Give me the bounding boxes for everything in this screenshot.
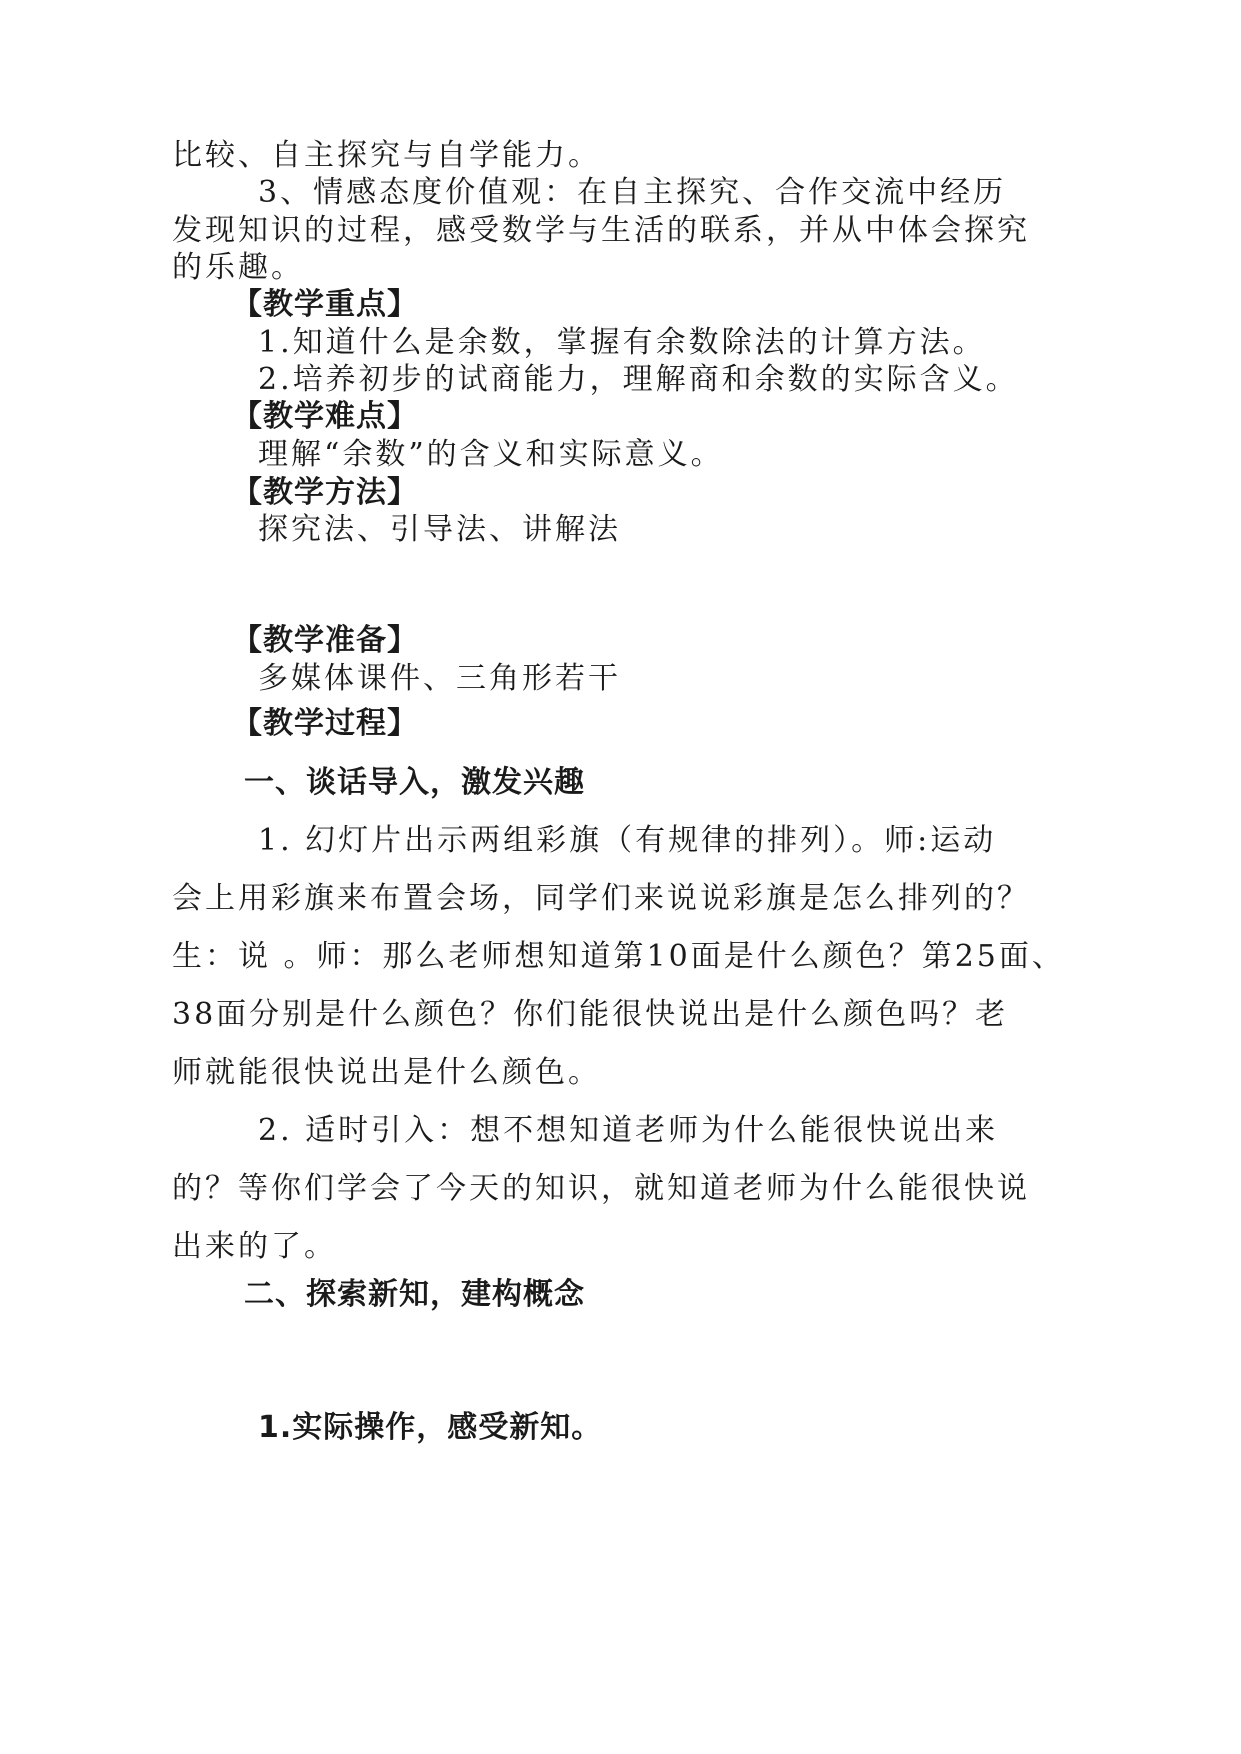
key-point-1: 1.知道什么是余数，掌握有余数除法的计算方法。 [258,325,986,360]
method-1: 探究法、引导法、讲解法 [258,512,621,547]
methods-heading: 【教学方法】 [232,475,418,510]
key-point-2: 2.培养初步的试商能力，理解商和余数的实际含义。 [258,362,1019,397]
objectives-line-1: 比较、自主探究与自学能力。 [172,138,601,173]
part1-para1-line3: 生：说 。师：那么老师想知道第10面是什么颜色？第25面、 [172,939,1065,974]
part1-para1-line5: 师就能很快说出是什么颜色。 [172,1055,601,1090]
key-points-heading: 【教学重点】 [232,287,418,322]
part1-title: 一、谈话导入，激发兴趣 [244,765,585,800]
preparation-heading: 【教学准备】 [232,623,418,658]
objectives-line-2: 3、情感态度价值观：在自主探究、合作交流中经历 [258,175,1007,210]
difficulties-heading: 【教学难点】 [232,399,418,434]
preparation-1: 多媒体课件、三角形若干 [258,661,621,696]
part1-para2-line1: 2. 适时引入：想不想知道老师为什么能很快说出来 [258,1113,999,1148]
difficulty-1: 理解“余数”的含义和实际意义。 [258,437,724,472]
objectives-line-4: 的乐趣。 [172,250,304,285]
part2-title: 二、探索新知，建构概念 [244,1277,585,1312]
objectives-line-3: 发现知识的过程，感受数学与生活的联系，并从中体会探究 [172,213,1030,248]
part1-para1-line2: 会上用彩旗来布置会场，同学们来说说彩旗是怎么排列的？ [172,881,1030,916]
part1-para1-line1: 1. 幻灯片出示两组彩旗（有规律的排列）。师:运动 [258,823,997,858]
part1-para2-line2: 的？等你们学会了今天的知识，就知道老师为什么能很快说 [172,1171,1030,1206]
part2-sub1-title: 1.实际操作，感受新知。 [258,1410,603,1445]
part1-para2-line3: 出来的了。 [172,1229,337,1264]
process-heading: 【教学过程】 [232,706,418,741]
part1-para1-line4: 38面分别是什么颜色？你们能很快说出是什么颜色吗？老 [172,997,1009,1032]
